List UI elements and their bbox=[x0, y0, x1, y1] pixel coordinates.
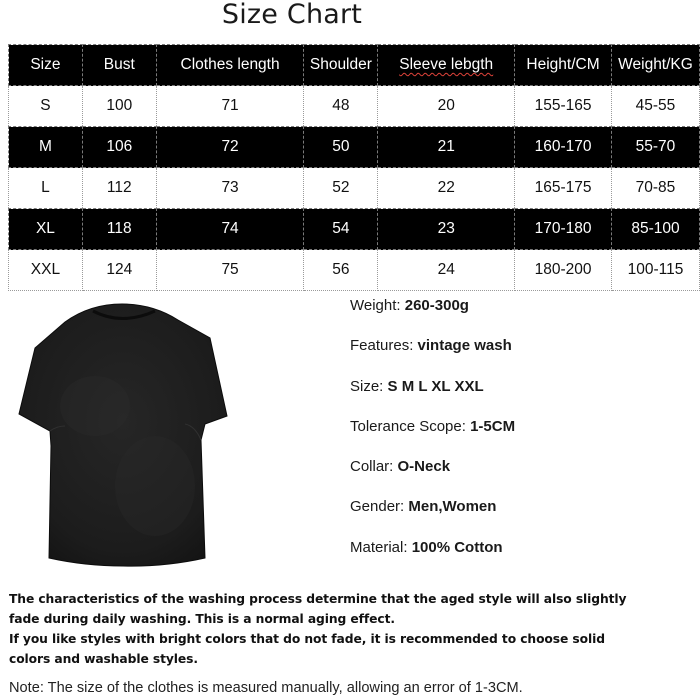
table-cell: 155-165 bbox=[515, 86, 612, 127]
table-cell: 165-175 bbox=[515, 168, 612, 209]
table-cell: 160-170 bbox=[515, 127, 612, 168]
table-cell: 124 bbox=[82, 250, 156, 291]
page-title: Size Chart bbox=[221, 0, 363, 30]
header-sleeve-length bbox=[378, 45, 515, 86]
table-row bbox=[9, 127, 700, 168]
spec-label: Weight: bbox=[350, 297, 405, 314]
t-shirt-image bbox=[5, 296, 240, 571]
table-cell: 52 bbox=[304, 168, 378, 209]
spec-label: Tolerance Scope: bbox=[350, 417, 471, 435]
table-cell: 106 bbox=[82, 127, 156, 168]
table-row bbox=[9, 250, 700, 291]
spec-value: vintage wash bbox=[417, 337, 512, 355]
table-cell: 50 bbox=[304, 127, 378, 168]
table-cell: 45-55 bbox=[611, 86, 699, 127]
spec-material bbox=[350, 538, 515, 578]
spec-gender bbox=[350, 497, 515, 537]
note-line: If you like styles with bright colors that do not fade, it is recommended to choose solid bbox=[9, 632, 605, 646]
table-cell: 72 bbox=[156, 127, 304, 168]
measurement-note: Note: The size of the clothes is measured manually, allowing an error of 1-3CM. bbox=[9, 680, 523, 696]
table-cell: 54 bbox=[304, 209, 378, 250]
note-line: fade during daily washing. This is a normal aging effect. bbox=[9, 612, 395, 626]
table-cell: 73 bbox=[156, 168, 304, 209]
spec-weight bbox=[350, 296, 515, 336]
table-cell: 21 bbox=[378, 127, 515, 168]
table-cell: 170-180 bbox=[515, 209, 612, 250]
header-bust: Bust bbox=[82, 45, 156, 86]
spec-value: S M L XL XXL bbox=[387, 377, 484, 395]
table-cell: 20 bbox=[378, 86, 515, 127]
table-cell: 180-200 bbox=[515, 250, 612, 291]
table-cell: 24 bbox=[378, 250, 515, 291]
header-weight: Weight/KG bbox=[611, 45, 699, 86]
table-row bbox=[9, 86, 700, 127]
table-cell: 23 bbox=[378, 209, 515, 250]
spec-value: 100% Cotton bbox=[411, 538, 503, 556]
table-cell: 48 bbox=[304, 86, 378, 127]
spec-value: O-Neck bbox=[397, 458, 451, 476]
table-row bbox=[9, 209, 700, 250]
table-row bbox=[9, 168, 700, 209]
table-cell: 71 bbox=[156, 86, 304, 127]
table-cell: M bbox=[9, 127, 83, 168]
table-cell: S bbox=[9, 86, 83, 127]
spec-label: Size: bbox=[350, 377, 388, 395]
spec-label: Gender: bbox=[350, 498, 409, 516]
spec-features bbox=[350, 336, 515, 376]
spec-label: Material: bbox=[350, 538, 412, 556]
header-shoulder: Shoulder bbox=[304, 45, 378, 86]
care-notes bbox=[9, 589, 626, 669]
spec-list bbox=[350, 296, 515, 578]
table-cell: 70-85 bbox=[611, 168, 699, 209]
spec-tolerance bbox=[350, 417, 515, 457]
spec-label: Features: bbox=[350, 337, 418, 355]
header-sleeve-length-text: Sleeve lebgth bbox=[399, 56, 494, 73]
table-cell: 100-115 bbox=[611, 250, 699, 291]
note-line: colors and washable styles. bbox=[9, 652, 198, 666]
header-height: Height/CM bbox=[515, 45, 612, 86]
table-cell: 75 bbox=[156, 250, 304, 291]
table-cell: 56 bbox=[304, 250, 378, 291]
table-cell: 118 bbox=[82, 209, 156, 250]
table-cell: 85-100 bbox=[611, 209, 699, 250]
table-cell: 100 bbox=[82, 86, 156, 127]
table-cell: XL bbox=[9, 209, 83, 250]
table-cell: 55-70 bbox=[611, 127, 699, 168]
table-cell: 22 bbox=[378, 168, 515, 209]
spec-value: 1-5CM bbox=[470, 417, 516, 435]
spec-value: Men,Women bbox=[408, 498, 497, 516]
table-cell: 112 bbox=[82, 168, 156, 209]
table-header-row bbox=[9, 45, 700, 86]
header-size: Size bbox=[9, 45, 83, 86]
table-cell: XXL bbox=[9, 250, 83, 291]
table-cell: L bbox=[9, 168, 83, 209]
table-cell: 74 bbox=[156, 209, 304, 250]
spec-value: 260-300g bbox=[404, 297, 469, 314]
size-chart-table bbox=[8, 44, 700, 291]
spec-size bbox=[350, 377, 515, 417]
spec-collar bbox=[350, 457, 515, 497]
header-clothes-length: Clothes length bbox=[156, 45, 304, 86]
note-line: The characteristics of the washing process determine that the aged style will also slightly bbox=[9, 592, 627, 606]
spec-label: Collar: bbox=[350, 458, 398, 476]
